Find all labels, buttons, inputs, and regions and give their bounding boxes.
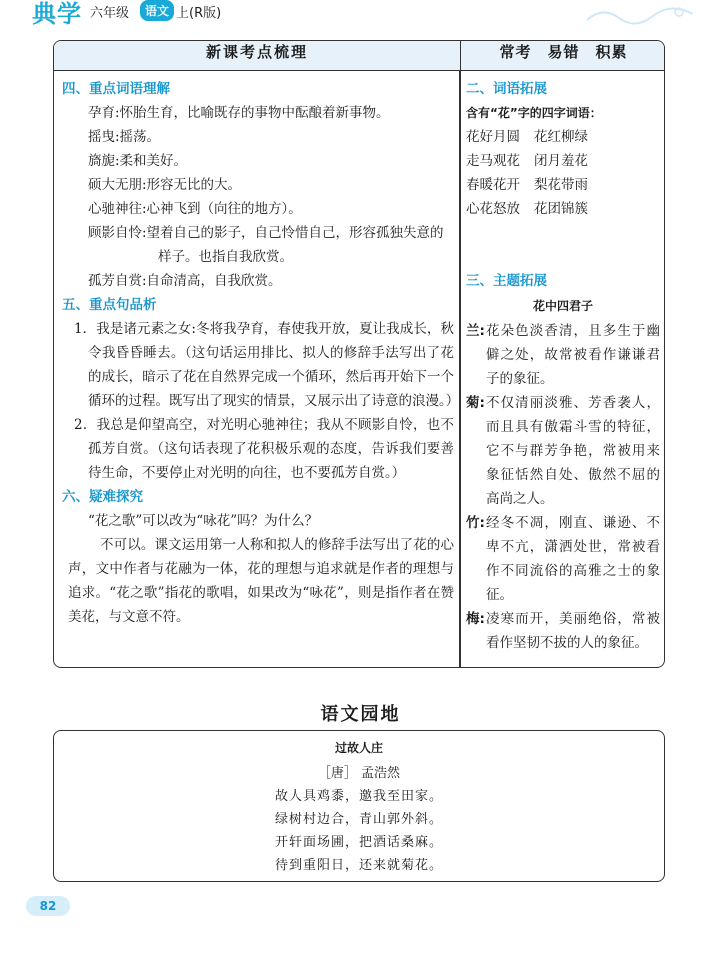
flower-name: 梅: — [466, 611, 485, 627]
study-table — [53, 40, 665, 668]
vocab-item: 顾影自怜:望着自己的影子，自己怜惜自己，形容孤独失意的样子。也指自我欣赏。 — [88, 225, 444, 265]
flower-entry — [466, 391, 660, 511]
section-vocabulary-title: 四、重点词语理解 — [62, 81, 170, 97]
sentence-analysis: 1．我是诸元素之女:冬将我孕育，春使我开放，夏让我成长，秋令我昏昏睡去。（这句话运用排比、拟人的修辞手法写出了花的成长，暗示了花在自然界完成一个循环，然后再开始下一个循环的过程。既写出了现实的情景，又展示出了诗意的浪漫。） — [74, 321, 460, 409]
flower-entry — [466, 319, 660, 391]
decoration-icon — [583, 4, 703, 26]
poem-line: 绿树村边合，青山郭外斜。 — [274, 812, 443, 827]
section-inquiry-title: 六、疑难探究 — [62, 489, 143, 505]
spacer — [466, 221, 660, 269]
idiom-row — [466, 125, 660, 149]
right-column — [466, 77, 660, 655]
idioms-subheading: 含有“花”字的四字词语： — [466, 106, 602, 120]
idiom: 花红柳绿 — [534, 129, 588, 145]
vocab-item: 孕育:怀胎生育，比喻既存的事物中酝酿着新事物。 — [88, 105, 390, 121]
section-sentences-title: 五、重点句品析 — [62, 297, 157, 313]
flower-text: 经冬不凋，刚直、谦逊、不卑不亢，潇洒处世，常被看作不同流俗的高雅之士的象征。 — [486, 515, 660, 603]
page-header — [0, 0, 721, 30]
flower-text: 凌寒而开，美丽绝俗，常被看作坚韧不拔的人的象征。 — [486, 611, 660, 651]
brand-logo: 典学 — [32, 0, 82, 28]
section-idioms-title: 二、词语拓展 — [466, 81, 547, 97]
table-header — [54, 41, 664, 71]
idiom: 走马观花 — [466, 153, 520, 169]
flower-text: 不仅清丽淡雅、芳香袭人，而且具有傲霜斗雪的特征，它不与群芳争艳，常被用来象征恬然自处、傲然不屈的高尚之人。 — [486, 395, 660, 507]
poem-lines — [54, 785, 664, 877]
idiom: 心花怒放 — [466, 201, 520, 217]
idiom: 春暖花开 — [466, 177, 520, 193]
left-column — [62, 77, 460, 629]
idiom-row — [466, 173, 660, 197]
vocab-item: 心驰神往:心神飞到（向往的地方）。 — [88, 201, 302, 217]
idiom: 梨花带雨 — [534, 177, 588, 193]
vocab-item: 摇曳:摇荡。 — [88, 129, 161, 145]
flower-name: 兰: — [466, 323, 485, 339]
idiom: 闭月羞花 — [534, 153, 588, 169]
garden-title: 语文园地 — [320, 704, 401, 725]
idiom: 花团锦簇 — [534, 201, 588, 217]
inquiry-question: “花之歌”可以改为“咏花”吗？为什么？ — [88, 513, 319, 529]
poem-line: 开轩面场圃，把酒话桑麻。 — [274, 835, 443, 850]
vocab-item: 硕大无朋:形容无比的大。 — [88, 177, 242, 193]
subject-badge: 语文 — [140, 0, 174, 21]
flower-entry — [466, 607, 660, 655]
left-column-title: 新课考点梳理 — [205, 43, 308, 61]
poem-author: ［唐］ 孟浩然 — [317, 766, 401, 781]
edition-label: 上(R版) — [176, 6, 222, 21]
poem-box — [53, 730, 665, 882]
idiom: 花好月圆 — [466, 129, 520, 145]
inquiry-answer: 不可以。课文运用第一人称和拟人的修辞手法写出了花的心声，文中作者与花融为一体，花的理想与追求就是作者的理想与追求。“花之歌”指花的歌唱，如果改为“咏花”，则是指作者在赞美花，与文意不符。 — [68, 537, 454, 625]
poem-line: 故人具鸡黍，邀我至田家。 — [274, 789, 443, 804]
flower-entry — [466, 511, 660, 607]
poem-title: 过故人庄 — [334, 741, 383, 755]
page-number: 82 — [26, 896, 70, 916]
column-divider — [459, 71, 461, 668]
idiom-row — [466, 149, 660, 173]
four-gentlemen-title: 花中四君子 — [532, 299, 593, 313]
vocab-item: 孤芳自赏:自命清高，自我欣赏。 — [88, 273, 282, 289]
right-column-title: 常考 易错 积累 — [460, 41, 665, 71]
sentence-analysis: 2．我总是仰望高空，对光明心驰神往；我从不顾影自怜，也不孤芳自赏。（这句话表现了花积极乐观的态度，告诉我们要善待生命，不要停止对光明的向往，也不要孤芳自赏。） — [74, 417, 454, 481]
section-theme-title: 三、主题拓展 — [466, 273, 547, 289]
grade-label: 六年级 — [90, 6, 130, 21]
flower-name: 竹: — [466, 515, 485, 531]
idiom-row — [466, 197, 660, 221]
vocab-item: 旖旎:柔和美好。 — [88, 153, 188, 169]
poem-line: 待到重阳日，还来就菊花。 — [274, 858, 443, 873]
flower-text: 花朵色淡香清，且多生于幽僻之处，故常被看作谦谦君子的象征。 — [486, 323, 660, 387]
flower-name: 菊: — [466, 395, 485, 411]
